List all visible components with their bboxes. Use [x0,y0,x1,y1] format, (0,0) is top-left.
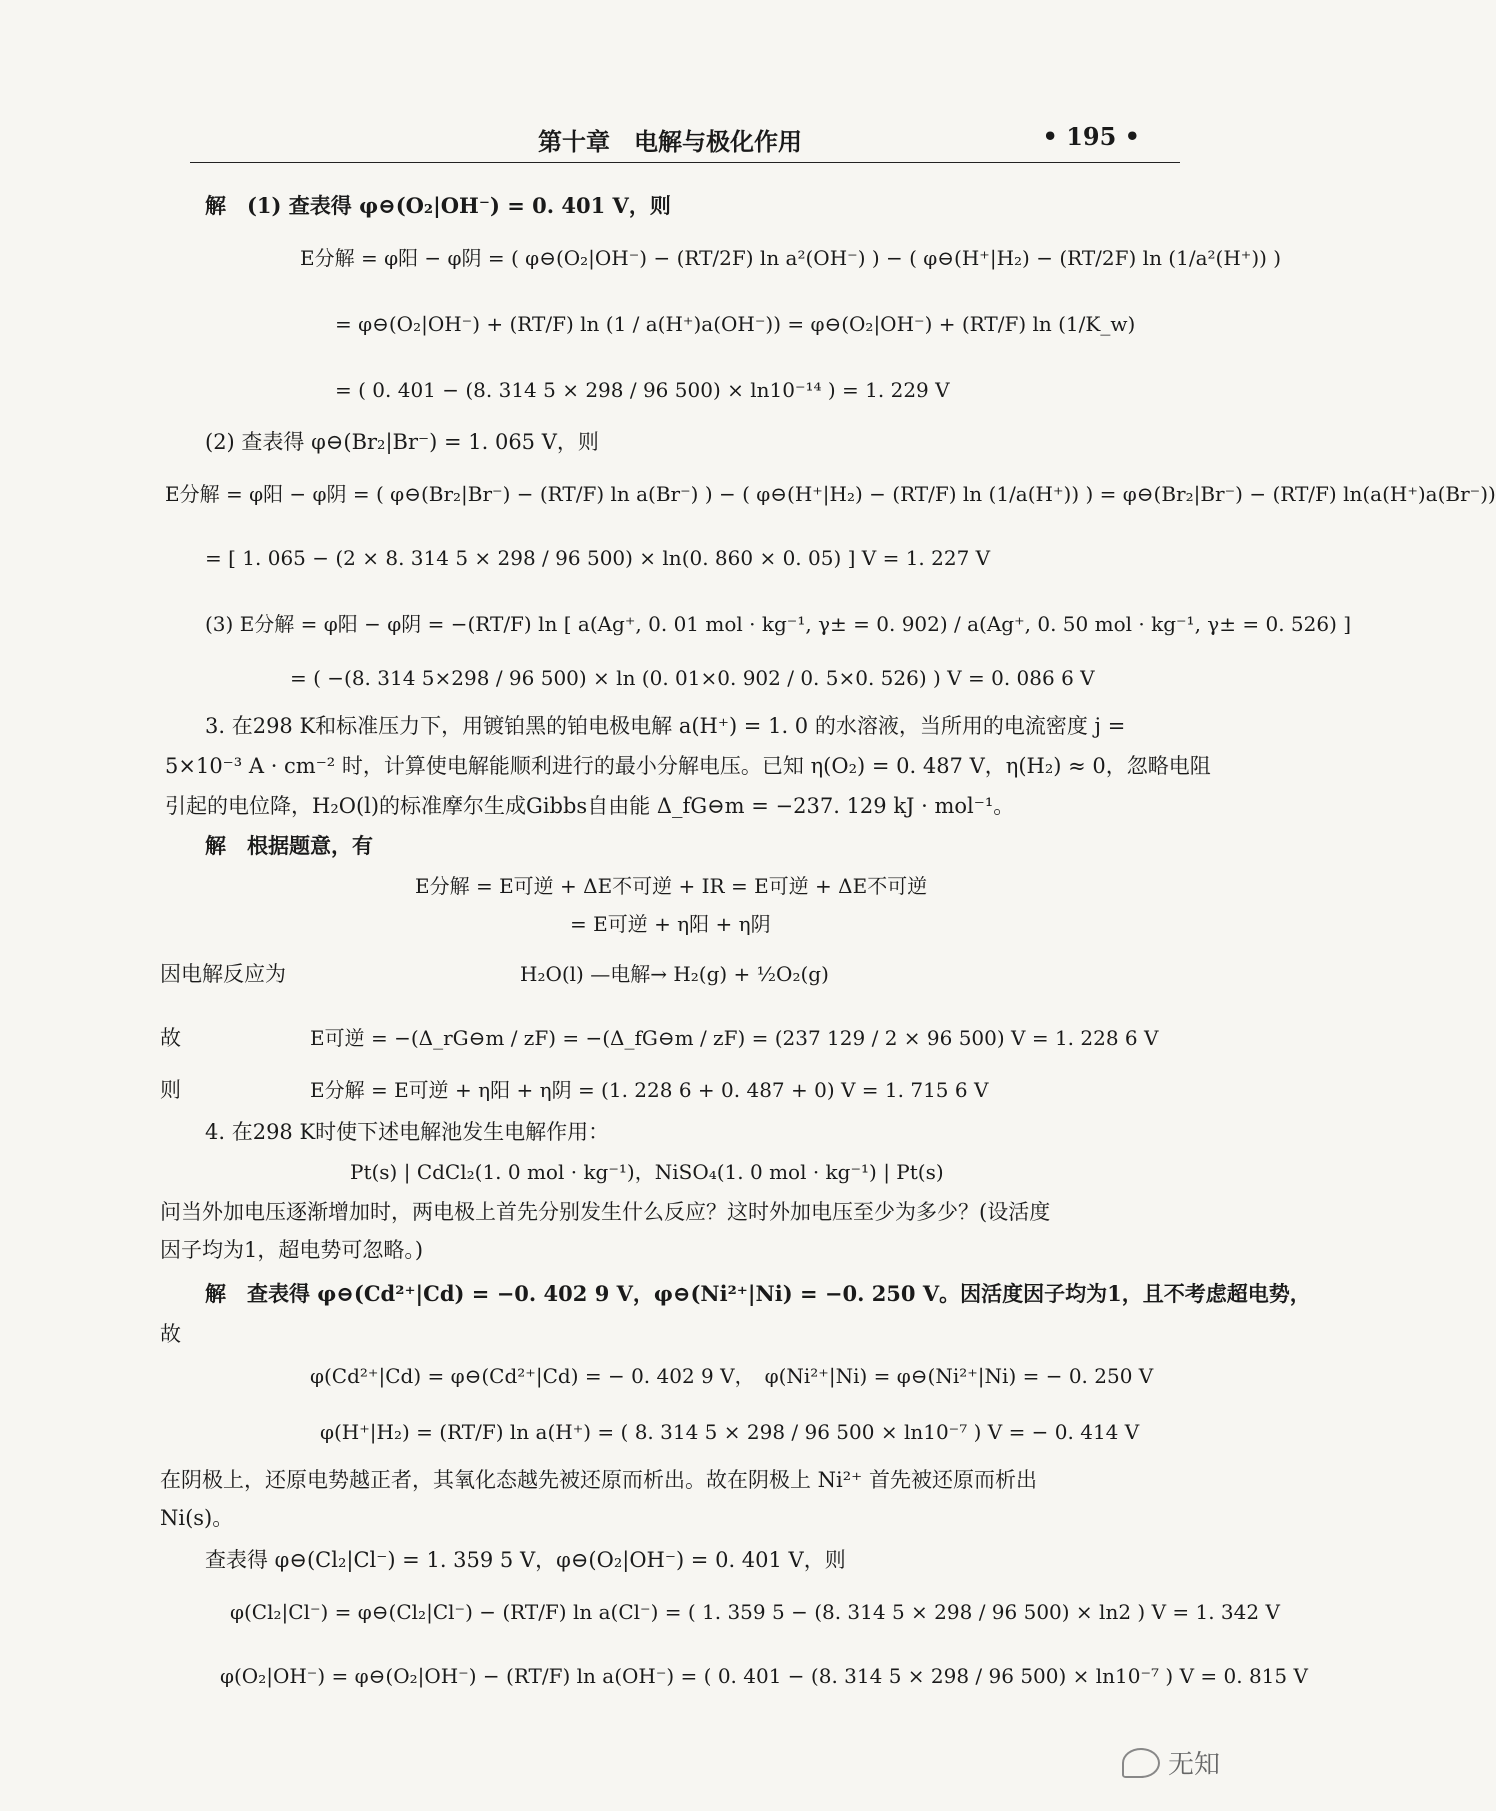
chat-bubble-icon [1122,1748,1160,1778]
equation-line: = ( −(8. 314 5×298 / 96 500) × ln (0. 01×0. 902 / 0. 5×0. 526) ) V = 0. 086 6 V [290,666,1095,690]
equation-line: E分解 = φ阳 − φ阴 = ( φ⊖(Br₂|Br⁻) − (RT/F) ln a(Br⁻) ) − ( φ⊖(H⁺|H₂) − (RT/F) ln (1/a(H⁺)) ) = φ⊖(Br₂|Br⁻) − (RT/F) ln(a(H⁺)a(Br⁻)) [165,482,1496,506]
equation-line: E分解 = φ阳 − φ阴 = ( φ⊖(O₂|OH⁻) − (RT/2F) ln a²(OH⁻) ) − ( φ⊖(H⁺|H₂) − (RT/2F) ln (1/a²(H⁺)) ) [300,246,1282,270]
equation-line: E分解 = E可逆 + ΔE不可逆 + IR = E可逆 + ΔE不可逆 [415,874,928,898]
text-line: (2) 查表得 φ⊖(Br₂|Br⁻) = 1. 065 V，则 [205,430,599,454]
watermark-text: 无知 [1167,1750,1220,1780]
text-line: 在阴极上，还原电势越正者，其氧化态越先被还原而析出。故在阴极上 Ni²⁺ 首先被还原而析出 [160,1468,1037,1492]
cell-notation: Pt(s) | CdCl₂(1. 0 mol · kg⁻¹)，NiSO₄(1. 0 mol · kg⁻¹) | Pt(s) [350,1160,944,1184]
equation-line: φ(Cd²⁺|Cd) = φ⊖(Cd²⁺|Cd) = − 0. 402 9 V， φ(Ni²⁺|Ni) = φ⊖(Ni²⁺|Ni) = − 0. 250 V [310,1364,1154,1388]
text-line: 因电解反应为 [160,962,286,986]
problem-text: 因子均为1，超电势可忽略。) [160,1238,424,1262]
equation-line: φ(O₂|OH⁻) = φ⊖(O₂|OH⁻) − (RT/F) ln a(OH⁻) = ( 0. 401 − (8. 314 5 × 298 / 96 500) × ln10⁻⁷ ) V = 0. 815 V [220,1664,1308,1688]
solution-line: 解 (1) 查表得 φ⊖(O₂|OH⁻) = 0. 401 V，则 [205,193,671,218]
solution-line: 解 根据题意，有 [205,833,373,858]
text-line: 故 [160,1026,181,1050]
equation-line: (3) E分解 = φ阳 − φ阴 = −(RT/F) ln [ a(Ag⁺, 0. 01 mol · kg⁻¹, γ± = 0. 902) / a(Ag⁺, 0. 50 mol · kg⁻¹, γ± = 0. 526) ] [205,612,1352,636]
equation-line: = E可逆 + η阳 + η阴 [570,912,771,936]
equation-line: E可逆 = −(Δ_rG⊖m / zF) = −(Δ_fG⊖m / zF) = (237 129 / 2 × 96 500) V = 1. 228 6 V [310,1026,1159,1050]
chapter-title: 第十章 电解与极化作用 [538,127,802,156]
problem-text: 4. 在298 K时使下述电解池发生电解作用： [205,1120,610,1144]
equation-line: = ( 0. 401 − (8. 314 5 × 298 / 96 500) × ln10⁻¹⁴ ) = 1. 229 V [335,378,950,402]
text-line: 故 [160,1322,181,1346]
equation-line: = φ⊖(O₂|OH⁻) + (RT/F) ln (1 / a(H⁺)a(OH⁻)) = φ⊖(O₂|OH⁻) + (RT/F) ln (1/K_w) [335,312,1136,336]
reaction-equation: H₂O(l) —电解→ H₂(g) + ½O₂(g) [520,962,829,986]
equation-line: E分解 = E可逆 + η阳 + η阴 = (1. 228 6 + 0. 487 + 0) V = 1. 715 6 V [310,1078,989,1102]
equation-line: φ(Cl₂|Cl⁻) = φ⊖(Cl₂|Cl⁻) − (RT/F) ln a(Cl⁻) = ( 1. 359 5 − (8. 314 5 × 298 / 96 500) × ln2 ) V = 1. 342 V [230,1600,1280,1624]
page-header [190,118,1180,163]
problem-text: 引起的电位降，H₂O(l)的标准摩尔生成Gibbs自由能 Δ_fG⊖m = −237. 129 kJ · mol⁻¹。 [165,794,1015,818]
text-line: 则 [160,1078,181,1102]
watermark [1122,1744,1220,1781]
page-number: • 195 • [1042,122,1140,151]
equation-line: φ(H⁺|H₂) = (RT/F) ln a(H⁺) = ( 8. 314 5 × 298 / 96 500 × ln10⁻⁷ ) V = − 0. 414 V [320,1420,1140,1444]
equation-line: = [ 1. 065 − (2 × 8. 314 5 × 298 / 96 500) × ln(0. 860 × 0. 05) ] V = 1. 227 V [205,546,991,570]
solution-line: 解 查表得 φ⊖(Cd²⁺|Cd) = −0. 402 9 V，φ⊖(Ni²⁺|Ni) = −0. 250 V。因活度因子均为1，且不考虑超电势， [205,1281,1311,1306]
problem-text: 3. 在298 K和标准压力下，用镀铂黑的铂电极电解 a(H⁺) = 1. 0 的水溶液，当所用的电流密度 j = [205,714,1126,738]
problem-text: 5×10⁻³ A · cm⁻² 时，计算使电解能顺利进行的最小分解电压。已知 η(O₂) = 0. 487 V，η(H₂) ≈ 0，忽略电阻 [165,754,1211,778]
text-line: 查表得 φ⊖(Cl₂|Cl⁻) = 1. 359 5 V，φ⊖(O₂|OH⁻) = 0. 401 V，则 [205,1548,846,1572]
problem-text: 问当外加电压逐渐增加时，两电极上首先分别发生什么反应？这时外加电压至少为多少？(设活度 [160,1200,1051,1224]
text-line: Ni(s)。 [160,1506,234,1530]
